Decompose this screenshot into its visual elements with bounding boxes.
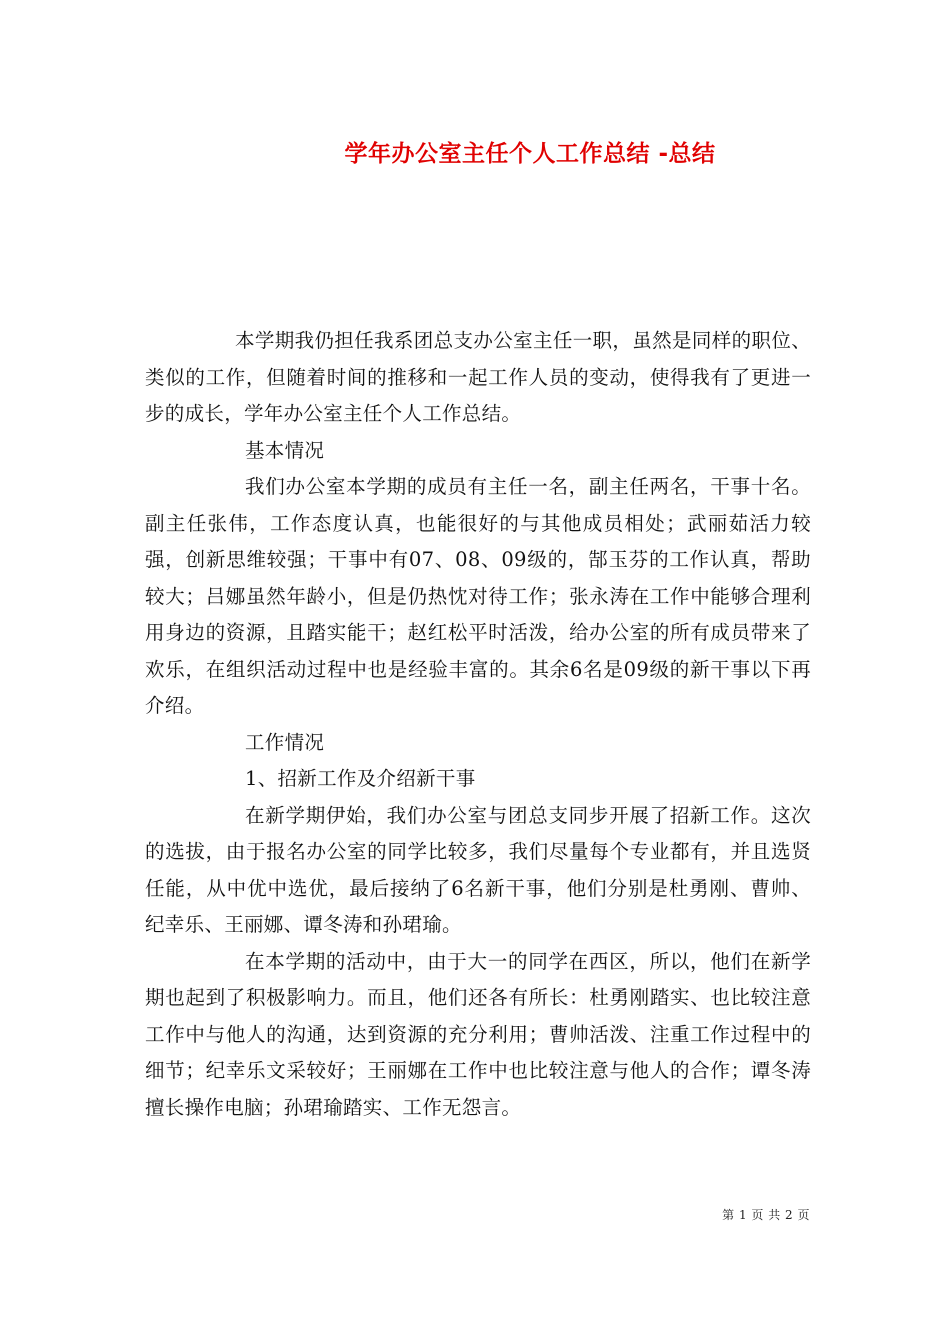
section-heading-basic: 基本情况 <box>245 438 325 462</box>
document-title: 学年办公室主任个人工作总结 -总结 <box>344 141 716 167</box>
page-number-footer: 第 1 页 共 2 页 <box>722 1208 810 1222</box>
new-members-paragraph: 在本学期的活动中，由于大一的同学在西区，所以，他们在新学期也起到了积极影响力。而且，他们还各有所长：杜勇刚踏实、也比较注意工作中与他人的沟通，达到资源的充分利用；曹帅活泼、注重工作过程中的细节；纪幸乐文采较好；王丽娜在工作中也比较注意与他人的合作；谭冬涛擅长操作电脑；孙珺瑜踏实、工作无怨言。 <box>145 949 811 1119</box>
document-body <box>145 323 811 1126</box>
intro-paragraph: 本学期我仍担任我系团总支办公室主任一职，虽然是同样的职位、类似的工作，但随着时间的推移和一起工作人员的变动，使得我有了更进一步的成长，学年办公室主任个人工作总结。 <box>145 329 811 425</box>
section-heading-work: 工作情况 <box>245 730 325 754</box>
members-paragraph: 我们办公室本学期的成员有主任一名，副主任两名，干事十名。副主任张伟，工作态度认真，也能很好的与其他成员相处；武丽茹活力较强，创新思维较强；干事中有07、08、09级的，郜玉芬的工作认真，帮助较大；吕娜虽然年龄小，但是仍热忱对待工作；张永涛在工作中能够合理利用身边的资源，且踏实能干；赵红松平时活泼，给办公室的所有成员带来了欢乐，在组织活动过程中也是经验丰富的。其余6名是09级的新干事以下再介绍。 <box>145 475 811 717</box>
subsection-heading-recruit: 1、招新工作及介绍新干事 <box>245 767 476 790</box>
recruit-paragraph: 在新学期伊始，我们办公室与团总支同步开展了招新工作。这次的选拔，由于报名办公室的同学比较多，我们尽量每个专业都有，并且选贤任能，从中优中选优，最后接纳了6名新干事，他们分别是杜勇刚、曹帅、纪幸乐、王丽娜、谭冬涛和孙珺瑜。 <box>145 803 811 936</box>
